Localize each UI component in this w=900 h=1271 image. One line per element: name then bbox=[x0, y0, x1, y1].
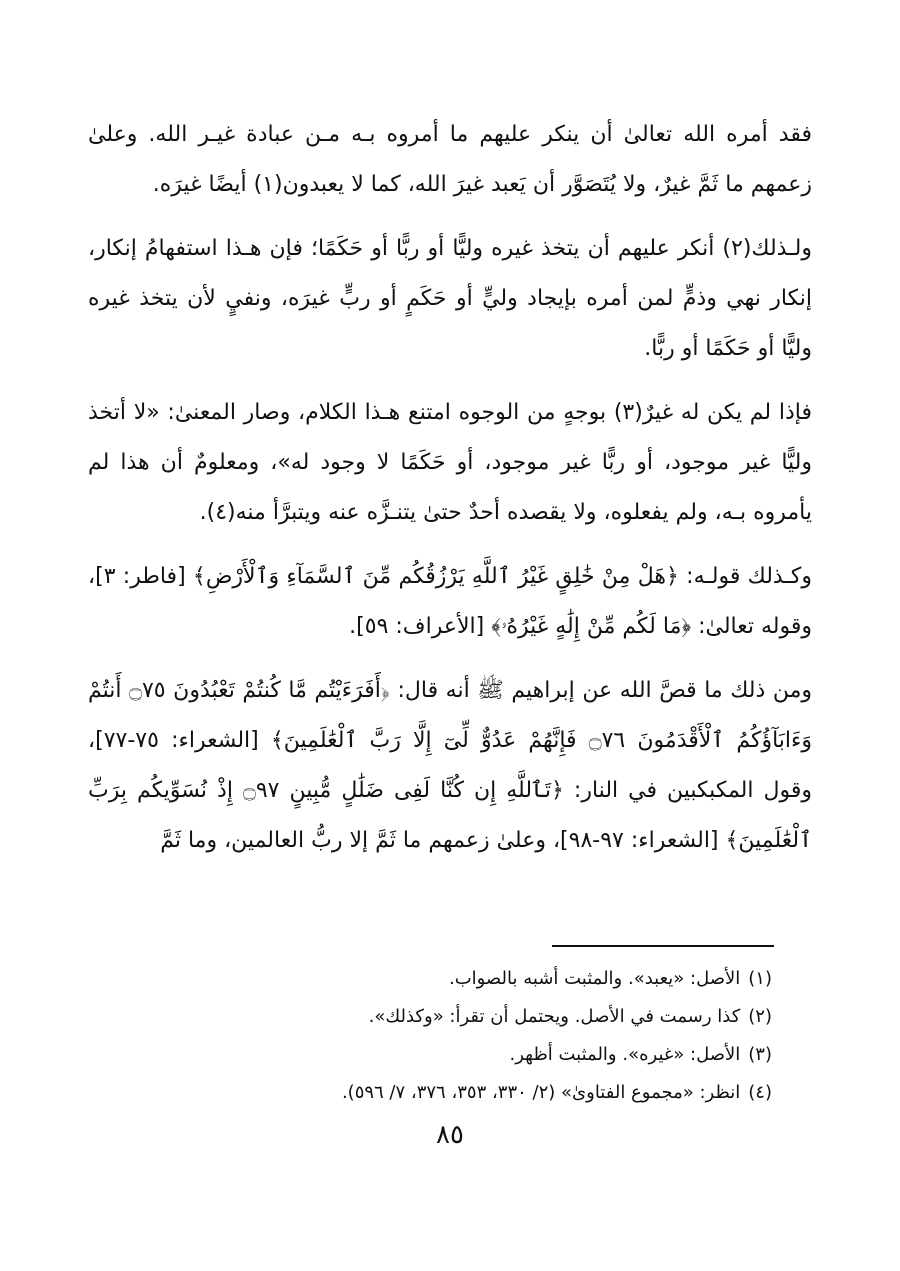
footnote-text: كذا رسمت في الأصل. ويحتمل أن تقرأ: «وكذلك». bbox=[368, 1006, 741, 1027]
footnote-1 bbox=[88, 960, 772, 998]
footnote-3 bbox=[88, 1036, 772, 1074]
main-text bbox=[88, 110, 812, 880]
footnote-4 bbox=[88, 1074, 772, 1112]
paragraph-5: ومن ذلك ما قصَّ الله عن إبراهيم ﷺ أنه قال: ﴿أَفَرَءَيْتُم مَّا كُنتُمْ تَعْبُدُونَ ۝٧٥ أَنتُمْ وَءَابَآؤُكُمُ ٱلْأَقْدَمُونَ ۝٧٦ فَإِنَّهُمْ عَدُوٌّ لِّىٓ إِلَّا رَبَّ ٱلْعَٰلَمِينَ﴾ [الشعراء: ٧٥-٧٧]، وقول المكبكبين في النار: ﴿تَٱللَّهِ إِن كُنَّا لَفِى ضَلَٰلٍ مُّبِينٍ ۝٩٧ إِذْ نُسَوِّيكُم بِرَبِّ ٱلْعَٰلَمِينَ﴾ [الشعراء: ٩٧-٩٨]، وعلىٰ زعمهم ما ثَمَّ إلا ربُّ العالمين، وما ثَمَّ bbox=[88, 678, 813, 853]
footnote-number: (١) bbox=[748, 968, 772, 989]
footnote-text: الأصل: «يعبد». والمثبت أشبه بالصواب. bbox=[448, 968, 741, 989]
footnote-number: (٣) bbox=[748, 1044, 772, 1065]
paragraph-2: ولـذلك(٢) أنكر عليهم أن يتخذ غيره وليًّا أو ربًّا أو حَكَمًا؛ فإن هـذا استفهامُ إنكار، إنكار نهي وذمٍّ لمن أمره بإيجاد وليٍّ أو حَكَمٍ أو ربٍّ غيرَه، ونفيٍ لأن يتخذ غيره وليًّا أو حَكَمًا أو ربًّا. bbox=[88, 236, 812, 361]
footnotes bbox=[88, 960, 772, 1112]
paragraph-3: فإذا لم يكن له غيرٌ(٣) بوجهٍ من الوجوه امتنع هـذا الكلام، وصار المعنىٰ: «لا أتخذ وليًّا غير موجود، أو ربًّا غير موجود، أو حَكَمًا لا وجود له»، ومعلومٌ أن هذا لم يأمروه بـه، ولم يفعلوه، ولا يقصده أحدٌ حتىٰ يتنـزَّه عنه ويتبرَّأ منه(٤). bbox=[88, 400, 812, 525]
footnote-number: (٢) bbox=[748, 1006, 772, 1027]
footnote-text: الأصل: «غيره». والمثبت أظهر. bbox=[509, 1044, 741, 1065]
page-number: ٨٥ bbox=[436, 1120, 464, 1150]
paragraph-1: فقد أمره الله تعالىٰ أن ينكر عليهم ما أمروه بـه مـن عبادة غيـر الله. وعلىٰ زعمهم ما ثَمَّ غيرٌ، ولا يُتَصَوَّر أن يَعبد غيرَ الله، كما لا يعبدون(١) أيضًا غيرَه. bbox=[88, 122, 812, 197]
footnote-number: (٤) bbox=[748, 1082, 772, 1103]
footnote-2 bbox=[88, 998, 772, 1036]
footnote-text: انظر: «مجموع الفتاوىٰ» (٢/ ٣٣٠، ٣٥٣، ٣٧٦، ٧/ ٥٩٦). bbox=[341, 1082, 741, 1103]
footnote-divider bbox=[552, 945, 774, 947]
paragraph-4: وكـذلك قولـه: ﴿هَلْ مِنْ خَٰلِقٍ غَيْرُ ٱللَّهِ يَرْزُقُكُم مِّنَ ٱلسَّمَآءِ وَٱلْأَرْضِ﴾ [فاطر: ٣]، وقوله تعالىٰ: ﴿مَا لَكُم مِّنْ إِلَٰهٍ غَيْرُهُۥ﴾ [الأعراف: ٥٩]. bbox=[88, 564, 812, 639]
